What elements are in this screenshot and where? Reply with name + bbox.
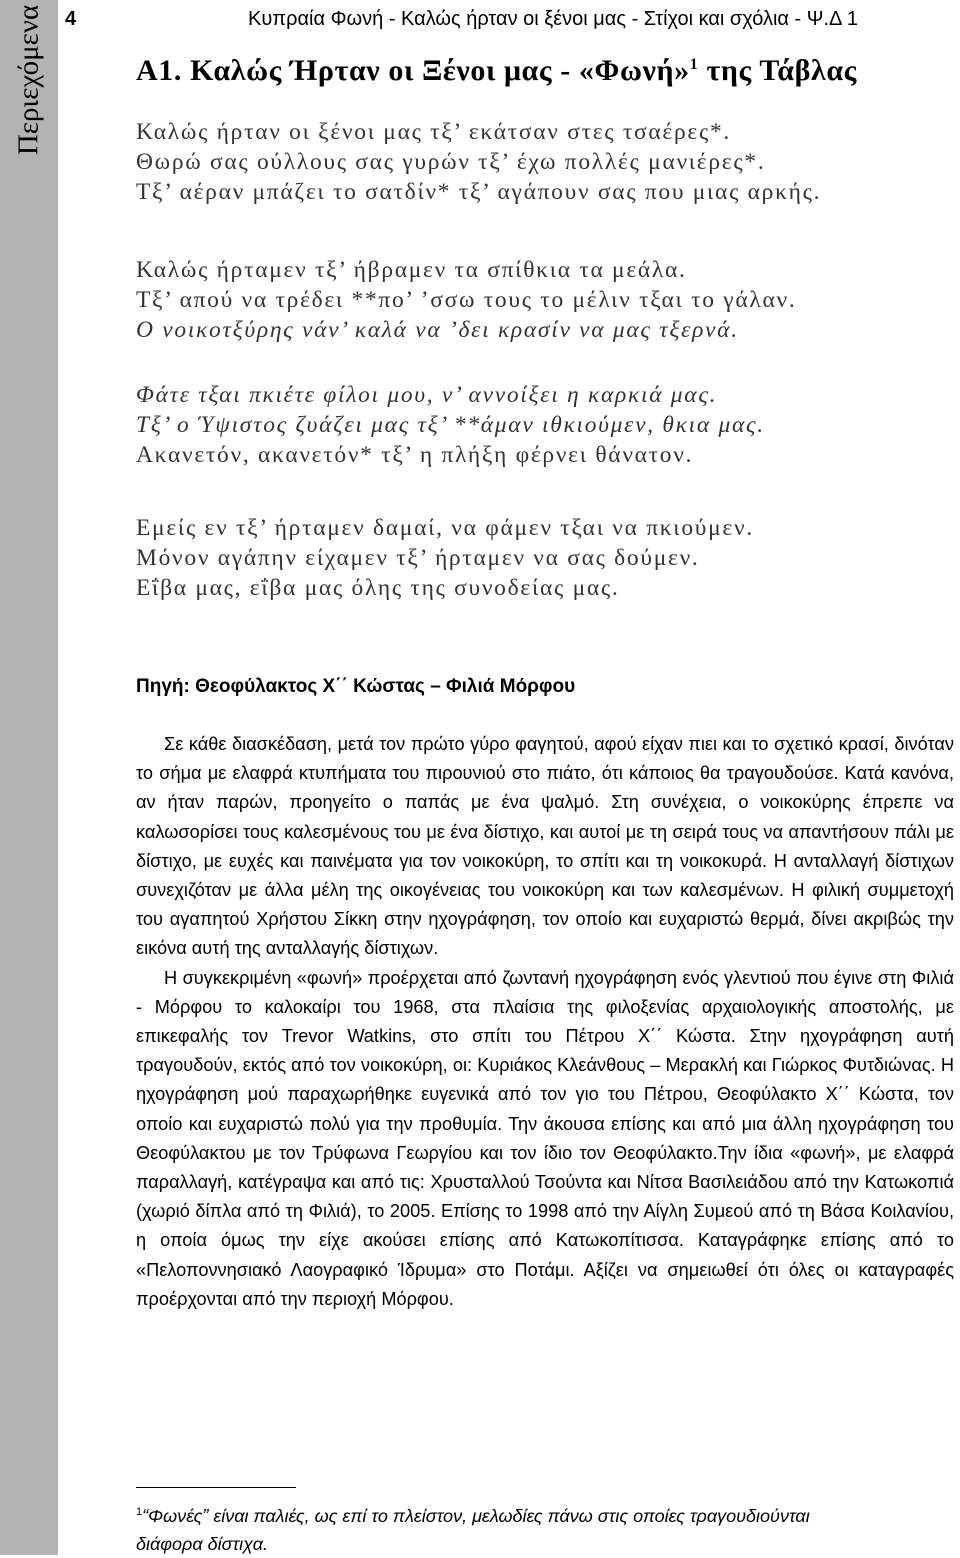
sidebar-contents-tab[interactable] xyxy=(0,0,58,1555)
verse-line: Εΐβα μας, εΐβα μας όλης της συνοδείας μας. xyxy=(136,575,620,601)
verse-line: Καλώς ήρταμεν τξ’ ήβραμεν τα σπίθκια τα μεάλα. xyxy=(136,257,687,283)
verse-line: Τξ’ απού να τρέδει **πο’ ’σσω τους το μέλιν τξαι το γάλαν. xyxy=(136,287,797,313)
source-line: Πηγή: Θεοφύλακτος Χ΄΄ Κώστας – Φιλιά Μόρφου xyxy=(136,676,576,697)
footnote-divider xyxy=(136,1487,296,1488)
running-header: Κυπραία Φωνή - Καλώς ήρταν οι ξένοι μας - Στίχοι και σχόλια - Ψ.Δ 1 xyxy=(248,8,858,30)
contents-link[interactable]: Περιεχόμενα xyxy=(12,4,45,156)
footnote-text: “Φωνές” είναι παλιές, ως επί το πλείστον, μελωδίες πάνω στις οποίες τραγουδιούνται διάφορα δίστιχα. xyxy=(136,1506,810,1554)
stanza xyxy=(136,255,956,345)
commentary-paragraph: Σε κάθε διασκέδαση, μετά τον πρώτο γύρο φαγητού, αφού είχαν πιει και το σχετικό κρασί, δινόταν το σήμα με ελαφρά κτυπήματα του πιρουνιού στο πιάτο, ότι κάποιος θα τραγουδούσε. Κατά κανόνα, αν ήταν παρών, προηγείτο ο παπάς με ένα ψαλμό. Στη συνέχεια, ο νοικοκύρης έπρεπε να καλωσορίσει τους καλεσμένους του με ένα δίστιχο, και αυτοί με τη σειρά τους να απαντήσουν πάλι με δίστιχο, με ευχές και παινέματα για τον νοικοκύρη, το σπίτι και τη νοικοκυρά. Η ανταλλαγή δίστιχων συνεχιζόταν με άλλα μέλη της οικογένειας του νοικοκύρη και των καλεσμένων. Η φιλική συμμετοχή του αγαπητού Χρήστου Σίκκη στην ηχογράφηση, τον οποίο και ευχαριστώ θερμά, δίνει ακριβώς την εικόνα αυτή της ανταλλαγής δίστιχων. xyxy=(136,734,954,959)
stanza xyxy=(136,513,956,603)
page-number: 4 xyxy=(65,8,77,30)
commentary-paragraph: Η συγκεκριμένη «φωνή» προέρχεται από ζωντανή ηχογράφηση ενός γλεντιού που έγινε στη Φιλιά - Μόρφου το καλοκαίρι του 1968, στα πλαίσια της φιλοξενίας αρχαιολογικής αποστολής, με επικεφαλής τον Trevor Watkins, στο σπίτι του Πέτρου Χ΄΄ Κώστα. Στην ηχογράφηση αυτή τραγουδούν, εκτός από τον νοικοκύρη, οι: Κυριάκος Κλεάνθους – Μερακλή και Γιώρκος Φυτδιώνας. Η ηχογράφηση μού παραχωρήθηκε ευγενικά από τον γιο του Πέτρου, Θεοφύλακτο Χ΄΄ Κώστα, τον οποίο και ευχαριστώ πολύ για την προθυμία. Την άκουσα επίσης και από μια άλλη ηχογράφηση του Θεοφύλακτου με τον Τρύφωνα Γεωργίου και τον ίδιο τον Θεοφύλακτο.Την ίδια «φωνή», με ελαφρά παραλλαγή, κατέγραψα και από τις: Χρυσταλλού Τσούντα και Νίτσα Βασιλειάδου από την Κατωκοπιά (χωριό δίπλα από τη Φιλιά), το 2005. Επίσης το 1998 από την Αίγλη Συμεού από τη Βάσα Κοιλανίου, η οποία όμως την είχε ακούσει επίσης από Κατωκοπίτισσα. Καταγράφηκε επίσης από το «Πελοποννησιακό Λαογραφικό Ίδρυμα» στο Ποτάμι. Αξίζει να σημειωθεί ότι όλες οι καταγραφές προέρχονται από την περιοχή Μόρφου. xyxy=(136,967,954,1309)
commentary xyxy=(136,730,954,1314)
stanza xyxy=(136,380,956,470)
footnote-marker: 1 xyxy=(136,1506,143,1518)
verse-line: Θωρώ σας ούλλους σας γυρών τξ’ έχω πολλές μανιέρες*. xyxy=(136,149,766,175)
stanza xyxy=(136,117,956,207)
verse-line: Μόνον αγάπην είχαμεν τξ’ ήρταμεν να σας δούμεν. xyxy=(136,545,700,571)
verse-line: Φάτε τξαι πκιέτε φίλοι μου, ν’ αννοίξει η καρκιά μας. xyxy=(136,382,718,408)
title-footnote-ref[interactable]: 1 xyxy=(689,56,699,73)
footnote xyxy=(136,1498,856,1558)
song-title-text: Α1. Καλώς Ήρταν οι Ξένοι μας - «Φωνή» xyxy=(136,54,690,87)
verse-line: Τξ’ ο Ύψιστος ζυάζει μας τξ’ **άμαν ιθκιούμεν, θκια μας. xyxy=(136,412,765,438)
song-title-suffix: της Τάβλας xyxy=(698,54,857,87)
verse-line: Καλώς ήρταν οι ξένοι μας τξ’ εκάτσαν στες τσαέρες*. xyxy=(136,119,731,145)
verse-line: Ο νοικοτξύρης νάν’ καλά να ’δει κρασίν να μας τξερνά. xyxy=(136,317,739,343)
verse-line: Τξ’ αέραν μπάζει το σατδίν* τξ’ αγάπουν σας που μιας αρκής. xyxy=(136,179,822,205)
song-title xyxy=(136,54,956,88)
verse-line: Ακανετόν, ακανετόν* τξ’ η πλήξη φέρνει θάνατον. xyxy=(136,442,694,468)
verse-line: Εμείς εν τξ’ ήρταμεν δαμαί, να φάμεν τξαι να πκιούμεν. xyxy=(136,515,754,541)
